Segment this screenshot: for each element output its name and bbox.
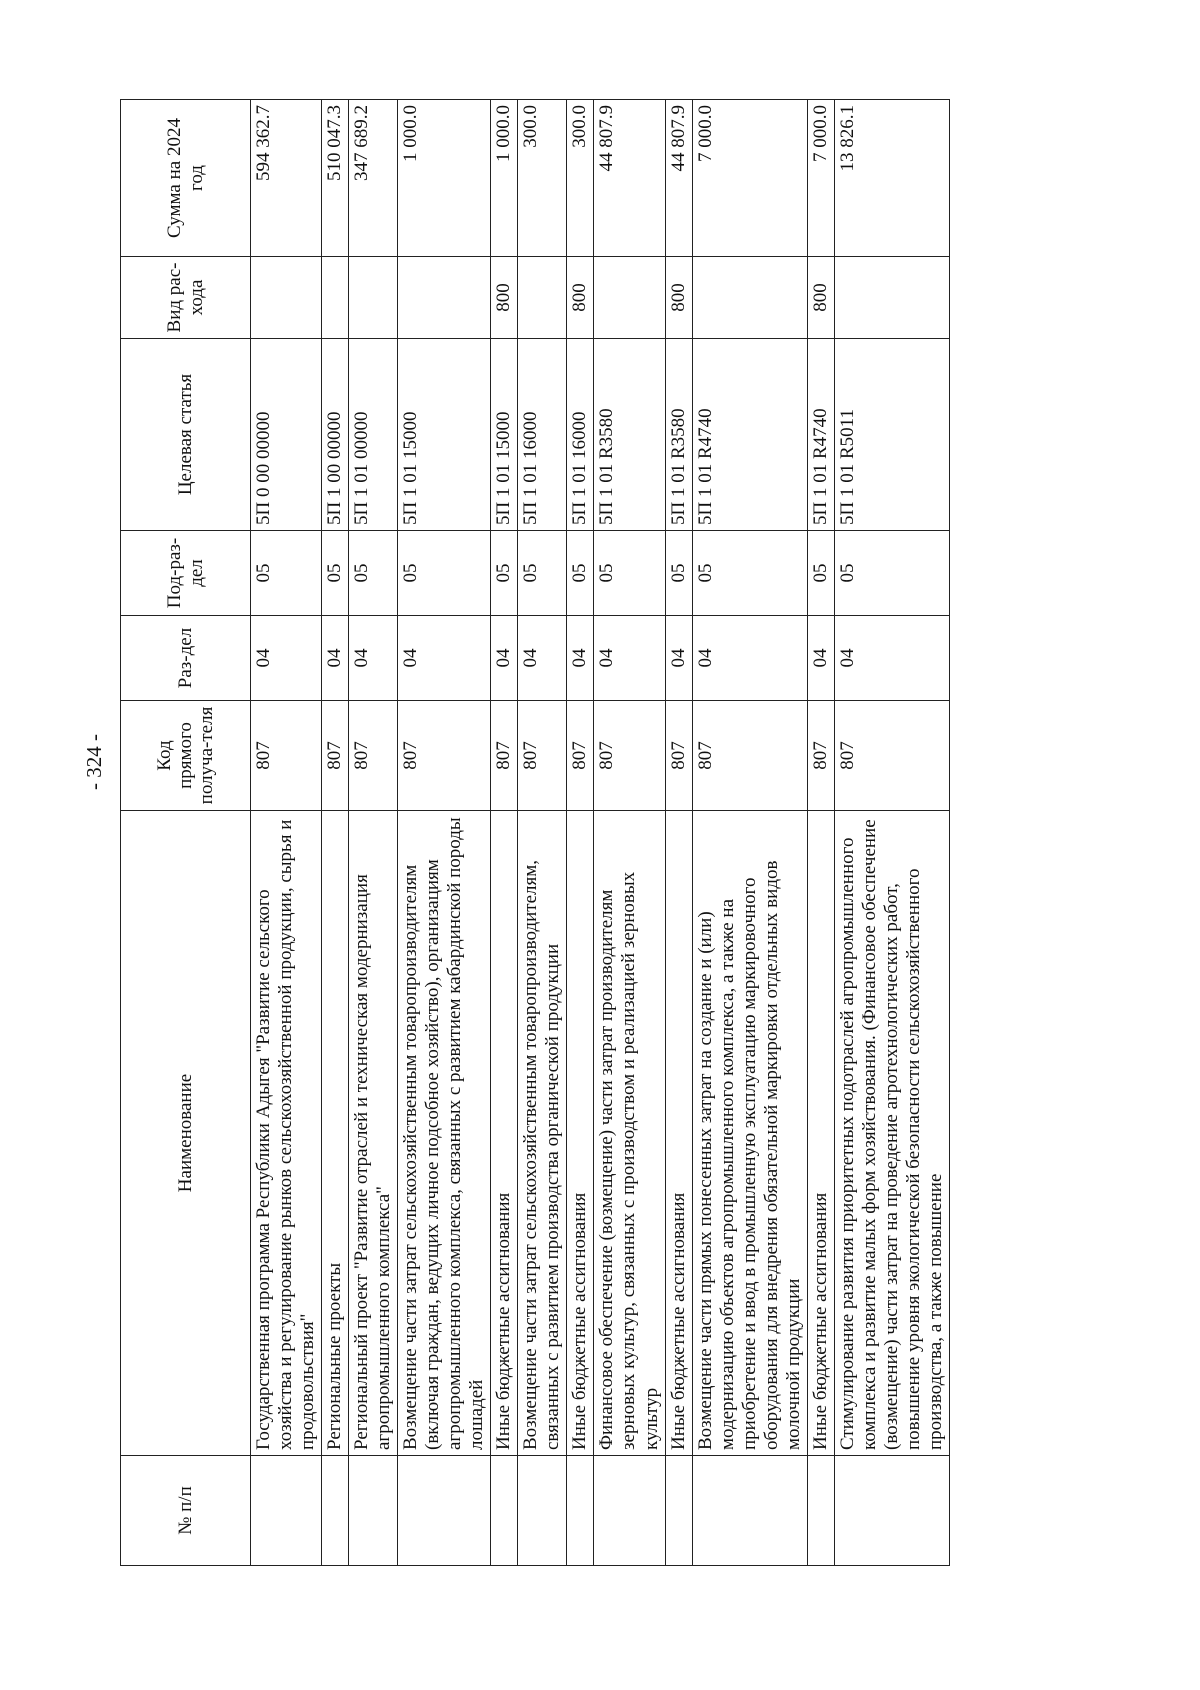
row-razdel: 04: [491, 616, 518, 701]
row-vid: 800: [491, 257, 518, 339]
row-name: Возмещение части затрат сельскохозяйственным товаропроизводителям (включая граждан, ведущих личное подсобное хозяйство), организациям агропромышленного комплекса, связанных с развитием кабардинской породы лошадей: [398, 811, 491, 1456]
header-num: № п/п: [121, 1456, 251, 1566]
row-sum: 7 000.0: [807, 100, 834, 257]
row-num: [594, 1456, 665, 1566]
row-sum: 7 000.0: [692, 100, 807, 257]
row-podrazdel: 05: [398, 531, 491, 616]
row-vid: [398, 257, 491, 339]
row-podrazdel: 05: [807, 531, 834, 616]
row-podrazdel: 05: [349, 531, 398, 616]
row-num: [665, 1456, 692, 1566]
row-code: 807: [349, 701, 398, 811]
row-razdel: 04: [834, 616, 949, 701]
row-code: 807: [518, 701, 567, 811]
row-podrazdel: 05: [518, 531, 567, 616]
row-target: 5П 1 00 00000: [322, 339, 349, 531]
row-num: [251, 1456, 322, 1566]
table-body: [251, 100, 950, 1566]
table-row: [349, 100, 398, 1566]
row-code: 807: [491, 701, 518, 811]
row-code: 807: [567, 701, 594, 811]
row-razdel: 04: [398, 616, 491, 701]
row-name: Иные бюджетные ассигнования: [665, 811, 692, 1456]
row-num: [491, 1456, 518, 1566]
row-num: [567, 1456, 594, 1566]
row-razdel: 04: [349, 616, 398, 701]
row-sum: 300.0: [567, 100, 594, 257]
row-name: Региональные проекты: [322, 811, 349, 1456]
row-podrazdel: 05: [834, 531, 949, 616]
row-name: Возмещение части прямых понесенных затрат на создание и (или) модернизацию объектов агропромышленного комплекса, а также на приобретение и ввод в промышленную эксплуатацию маркировочного оборудования для внедрения обязательной маркировки отдельных видов молочной продукции: [692, 811, 807, 1456]
row-sum: 594 362.7: [251, 100, 322, 257]
row-target: 5П 1 01 00000: [349, 339, 398, 531]
row-podrazdel: 05: [491, 531, 518, 616]
table-row: [251, 100, 322, 1566]
row-podrazdel: 05: [322, 531, 349, 616]
table-row: [491, 100, 518, 1566]
row-name: Иные бюджетные ассигнования: [807, 811, 834, 1456]
row-num: [807, 1456, 834, 1566]
row-sum: 1 000.0: [491, 100, 518, 257]
header-name: Наименование: [121, 811, 251, 1456]
row-target: 5П 0 00 00000: [251, 339, 322, 531]
row-sum: 44 807.9: [665, 100, 692, 257]
row-name: Государственная программа Республики Адыгея "Развитие сельского хозяйства и регулирование рынков сельскохозяйственной продукции, сырья и продовольствия": [251, 811, 322, 1456]
budget-table-rotated: [120, 100, 972, 1566]
header-vid: Вид рас-хода: [121, 257, 251, 339]
row-vid: 800: [665, 257, 692, 339]
row-code: 807: [594, 701, 665, 811]
row-razdel: 04: [251, 616, 322, 701]
row-razdel: 04: [594, 616, 665, 701]
table-row: [692, 100, 807, 1566]
row-podrazdel: 05: [594, 531, 665, 616]
table-row: [594, 100, 665, 1566]
row-vid: [594, 257, 665, 339]
header-sum: Сумма на 2024 год: [121, 100, 251, 257]
row-code: 807: [692, 701, 807, 811]
row-podrazdel: 05: [251, 531, 322, 616]
row-target: 5П 1 01 16000: [518, 339, 567, 531]
table-row: [834, 100, 949, 1566]
table-header-row: [121, 100, 251, 1566]
table-row: [322, 100, 349, 1566]
row-name: Возмещение части затрат сельскохозяйственным товаропроизводителям, связанных с развитием производства органической продукции: [518, 811, 567, 1456]
row-target: 5П 1 01 16000: [567, 339, 594, 531]
row-vid: [518, 257, 567, 339]
table-row: [518, 100, 567, 1566]
row-name: Иные бюджетные ассигнования: [491, 811, 518, 1456]
row-sum: 347 689.2: [349, 100, 398, 257]
header-razdel: Раз-дел: [121, 616, 251, 701]
row-vid: [692, 257, 807, 339]
row-target: 5П 1 01 15000: [398, 339, 491, 531]
row-name: Стимулирование развития приоритетных подотраслей агропромышленного комплекса и развитие малых форм хозяйствования. (Финансовое обеспечение (возмещение) части затрат на проведение агротехнологических работ, повышение уровня экологической безопасности сельскохозяйственного производства, а также повышение: [834, 811, 949, 1456]
row-target: 5П 1 01 R3580: [665, 339, 692, 531]
table-row: [567, 100, 594, 1566]
row-num: [834, 1456, 949, 1566]
row-podrazdel: 05: [665, 531, 692, 616]
row-target: 5П 1 01 R4740: [807, 339, 834, 531]
row-num: [518, 1456, 567, 1566]
row-razdel: 04: [807, 616, 834, 701]
row-name: Иные бюджетные ассигнования: [567, 811, 594, 1456]
row-target: 5П 1 01 R3580: [594, 339, 665, 531]
row-code: 807: [398, 701, 491, 811]
row-razdel: 04: [567, 616, 594, 701]
row-name: Региональный проект "Развитие отраслей и техническая модернизация агропромышленного комплекса": [349, 811, 398, 1456]
row-sum: 300.0: [518, 100, 567, 257]
row-vid: 800: [567, 257, 594, 339]
row-vid: [251, 257, 322, 339]
header-target: Целевая статья: [121, 339, 251, 531]
row-code: 807: [834, 701, 949, 811]
row-num: [692, 1456, 807, 1566]
row-razdel: 04: [692, 616, 807, 701]
row-vid: 800: [807, 257, 834, 339]
row-code: 807: [665, 701, 692, 811]
row-num: [349, 1456, 398, 1566]
row-num: [322, 1456, 349, 1566]
row-sum: 510 047.3: [322, 100, 349, 257]
row-sum: 1 000.0: [398, 100, 491, 257]
header-code: Код прямого получа-теля: [121, 701, 251, 811]
row-razdel: 04: [518, 616, 567, 701]
row-target: 5П 1 01 15000: [491, 339, 518, 531]
header-podrazdel: Под-раз-дел: [121, 531, 251, 616]
table-row: [398, 100, 491, 1566]
row-razdel: 04: [322, 616, 349, 701]
row-num: [398, 1456, 491, 1566]
row-sum: 13 826.1: [834, 100, 949, 257]
row-name: Финансовое обеспечение (возмещение) части затрат производителям зерновых культур, связанных с производством и реализацией зерновых культур: [594, 811, 665, 1456]
row-vid: [834, 257, 949, 339]
page-number: - 324 -: [82, 734, 106, 790]
table-row: [807, 100, 834, 1566]
row-podrazdel: 05: [567, 531, 594, 616]
row-podrazdel: 05: [692, 531, 807, 616]
row-sum: 44 807.9: [594, 100, 665, 257]
budget-table: [120, 99, 950, 1566]
row-code: 807: [807, 701, 834, 811]
row-code: 807: [251, 701, 322, 811]
row-target: 5П 1 01 R5011: [834, 339, 949, 531]
row-razdel: 04: [665, 616, 692, 701]
row-target: 5П 1 01 R4740: [692, 339, 807, 531]
row-code: 807: [322, 701, 349, 811]
table-row: [665, 100, 692, 1566]
row-vid: [349, 257, 398, 339]
row-vid: [322, 257, 349, 339]
